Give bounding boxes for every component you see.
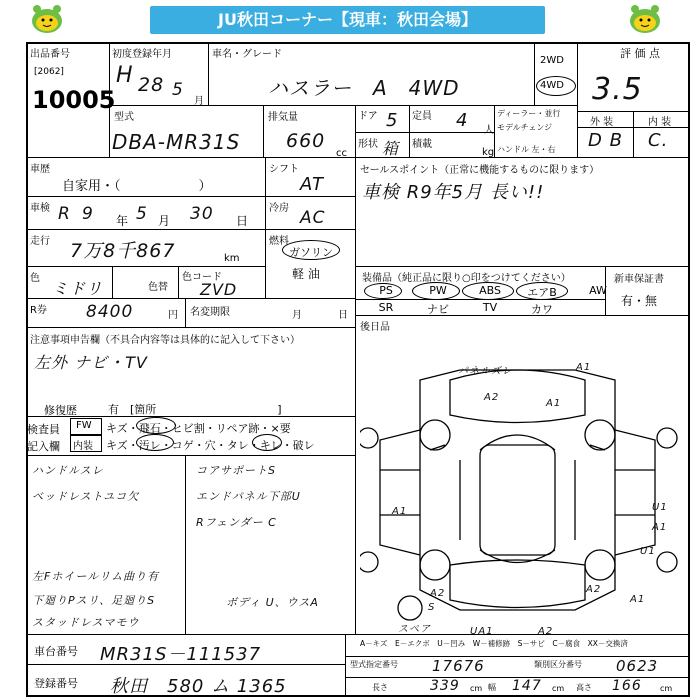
diagram-mark: スペア: [398, 624, 431, 635]
remark-item: 下廻りPスリ、足廻りS: [32, 594, 156, 607]
inspector-label2: 記入欄: [27, 440, 60, 453]
name-change-day: 日: [338, 310, 348, 321]
lot-label: 出品番号: [30, 49, 70, 60]
rear-seat-label: 後日品: [360, 322, 390, 333]
aircon-label: 冷房: [269, 203, 289, 214]
diagram-mark: A1: [576, 362, 592, 373]
model-change-label: モデルチェンジ: [497, 123, 553, 132]
lot-number: 10005: [32, 86, 116, 114]
warranty-value: 有・無: [621, 294, 658, 308]
model-value: DBA-MR31S: [112, 130, 241, 154]
capacity-label: 定員: [412, 111, 432, 122]
hgt-unit: cm: [660, 684, 673, 693]
equipment-label: 装備品（純正品に限り○印をつけてください）: [362, 273, 571, 284]
header: [0, 0, 700, 40]
fw-label: FW: [76, 420, 92, 431]
drive-2wd: 2WD: [540, 55, 564, 66]
int-items: キズ・汚レ・コゲ・穴・タレ・キレ・破レ: [106, 439, 315, 452]
diagram-mark: UA1: [470, 626, 494, 637]
name-change-month: 月: [292, 310, 302, 321]
remark-item: 左Fホイールリム曲り有: [32, 570, 160, 583]
shape-label: 形状: [358, 139, 378, 150]
registration-label: 登録番号: [34, 677, 78, 690]
inspection-day: 30: [190, 204, 214, 224]
diagram-mark: A2: [586, 584, 602, 595]
ext-label: 外 装: [590, 117, 614, 128]
mileage-label: 走行: [30, 236, 50, 247]
repair-label: 修復歴: [44, 404, 77, 417]
wid-value: 147: [512, 678, 542, 694]
diagram-mark: S: [428, 602, 436, 613]
color-div2: [178, 266, 179, 299]
int-value: C.: [648, 130, 669, 151]
score-label: 評 価 点: [620, 47, 660, 60]
type-no-value: 17676: [432, 657, 485, 675]
recycle-label: R券: [30, 305, 47, 316]
equipment-item: SR: [378, 301, 394, 314]
int-items-label: 内装: [73, 441, 93, 452]
remark-item: スタッドレスマモウ: [32, 616, 140, 629]
inspection-month-unit: 月: [158, 214, 171, 228]
recycle-value: 8400: [86, 302, 134, 322]
registration-value: 秋田 580 ム 1365: [110, 676, 287, 697]
remark-item: ボディ U、ウスA: [226, 596, 319, 609]
inspection-era: R: [58, 204, 71, 224]
aircon-value: AC: [300, 208, 326, 228]
int-stain-circle: [136, 434, 174, 451]
len-value: 339: [430, 678, 460, 694]
displacement-unit: cc: [336, 148, 347, 159]
diagram-mark: A1: [630, 594, 646, 605]
diagram-mark: パネルズレ: [458, 366, 513, 377]
ext-value: D B: [588, 130, 623, 151]
remark-item: コアサポートS: [196, 464, 276, 477]
mascot-right-icon: [628, 4, 662, 34]
legend: A－キズ E－エクボ U－凹み W－補修跡 S－サビ C－腐食 XX－交換済: [360, 639, 628, 648]
car-name-value: ハスラー A 4WD: [268, 76, 460, 100]
equip-airbag-circle: [516, 282, 568, 300]
inspection-year: 9: [82, 204, 94, 224]
chassis-label: 車台番号: [34, 645, 78, 658]
mascot-left-icon: [30, 4, 64, 34]
fuel-label: 燃料: [269, 236, 289, 247]
remarks-divider: [185, 455, 186, 635]
type-no-label: 型式指定番号: [350, 660, 398, 669]
equipment-item: TV: [482, 301, 498, 314]
diagram-mark: A1: [652, 522, 668, 533]
drive-cell: [534, 42, 578, 106]
displacement-value: 660: [286, 130, 326, 152]
recycle-unit: 円: [168, 310, 178, 321]
history-label: 車歴: [30, 164, 50, 175]
shape-value: 箱: [382, 139, 400, 158]
equip-abs-circle: [462, 282, 514, 300]
sales-point-label: セールスポイント（正常に機能するものに限ります）: [360, 165, 600, 176]
dealer-label: ディーラー・並行: [497, 109, 561, 118]
first-reg-month: 5: [172, 80, 184, 100]
cat-value: 0623: [616, 657, 659, 675]
ext-int-divider: [633, 111, 634, 158]
fuel-diesel: 軽 油: [292, 267, 320, 281]
capacity-unit: 人: [484, 125, 494, 136]
remark-item: Rフェンダー C: [196, 516, 277, 529]
shift-label: シフト: [269, 164, 299, 175]
equipment-item: PS: [379, 284, 393, 297]
notes-label: 注意事項申告欄（不具合内容等は具体的に記入して下さい）: [30, 335, 300, 346]
model-label: 型式: [114, 112, 134, 123]
remark-item: エンドパネル下部U: [196, 490, 301, 503]
inspector-label1: 検査員: [27, 423, 60, 436]
fuel-gasoline: ガソリン: [289, 246, 333, 259]
first-reg-month-unit: 月: [194, 96, 204, 107]
shift-value: AT: [300, 174, 324, 195]
color-code-label: 色コード: [182, 272, 222, 283]
score-value: 3.5: [592, 72, 643, 107]
repair-value: 有 [箇所 ]: [108, 403, 282, 416]
drive-4wd: 4WD: [540, 80, 564, 91]
handle-label: ハンドル 左・右: [497, 145, 556, 154]
len-unit: cm: [470, 684, 483, 693]
inspection-month: 5: [136, 204, 148, 224]
capacity-value: 4: [456, 110, 469, 131]
doors-value: 5: [386, 110, 399, 131]
len-label: 長さ: [372, 683, 388, 692]
cat-label: 類別区分番号: [534, 660, 582, 669]
diagram-mark: A2: [430, 588, 446, 599]
car-name-label: 車名・グレード: [212, 49, 282, 60]
color-code-value: ZVD: [200, 280, 238, 299]
mileage-unit: km: [224, 253, 240, 264]
doors-label: ドア: [358, 111, 378, 122]
remark-item: ハンドルスレ: [32, 464, 104, 477]
diagram-mark: A1: [546, 398, 562, 409]
equip-ps-circle: [364, 283, 402, 299]
page-title: JU秋田コーナー【現車：秋田会場】: [150, 6, 545, 34]
color-value: ミドリ: [52, 279, 104, 298]
warranty-label: 新車保証書: [614, 274, 664, 285]
hgt-value: 166: [612, 678, 642, 694]
sales-point-value: 車検 R9年5月 長い!!: [362, 182, 545, 203]
first-reg-label: 初度登録年月: [112, 49, 172, 60]
color-label: 色: [30, 273, 40, 284]
notes-value: 左外 ナビ・TV: [34, 353, 148, 372]
inspection-year-unit: 年: [116, 214, 129, 228]
fw-chip-circle: [136, 417, 176, 434]
load-label: 積載: [412, 139, 432, 150]
displacement-label: 排気量: [268, 112, 298, 123]
inspection-day-unit: 日: [236, 214, 249, 228]
diagram-mark: A1: [392, 506, 408, 517]
remark-item: ベッドレストユコ欠: [32, 490, 140, 503]
hgt-label: 高さ: [576, 683, 592, 692]
diagram-mark: A2: [484, 392, 500, 403]
mileage-value: 7万8千867: [70, 240, 176, 262]
equipment-item: カワ: [531, 303, 553, 316]
int-sag-circle: [252, 434, 282, 451]
equip-pw-circle: [412, 282, 460, 300]
history-value: 自家用・（ ）: [62, 179, 212, 194]
int-label: 内 装: [648, 117, 672, 128]
equipment-item: AW: [589, 284, 607, 297]
equipment-item: ナビ: [427, 303, 449, 316]
inspection-label: 車検: [30, 203, 50, 214]
damage-diagram: [360, 340, 685, 635]
first-reg-year: 28: [138, 74, 165, 96]
name-change-label: 名変期限: [190, 307, 230, 318]
color-div1: [112, 266, 113, 299]
wid-label: 幅: [488, 683, 496, 692]
diagram-mark: A2: [538, 626, 554, 637]
equipment-item: ABS: [479, 284, 501, 297]
diagram-mark: U1: [640, 546, 656, 557]
diagram-mark: U1: [652, 502, 668, 513]
wid-unit: cm: [552, 684, 565, 693]
load-unit: kg: [482, 147, 495, 158]
first-reg-era: H: [116, 63, 134, 88]
fw-items: キズ・飛石・ヒビ割・リペア跡・×要: [106, 422, 291, 435]
equipment-item: PW: [429, 284, 447, 297]
lot-sub: [2062]: [34, 67, 64, 77]
color-repaint-label: 色替: [148, 282, 168, 293]
equipment-item: エアB: [527, 286, 557, 299]
chassis-value: MR31S－111537: [100, 644, 262, 665]
